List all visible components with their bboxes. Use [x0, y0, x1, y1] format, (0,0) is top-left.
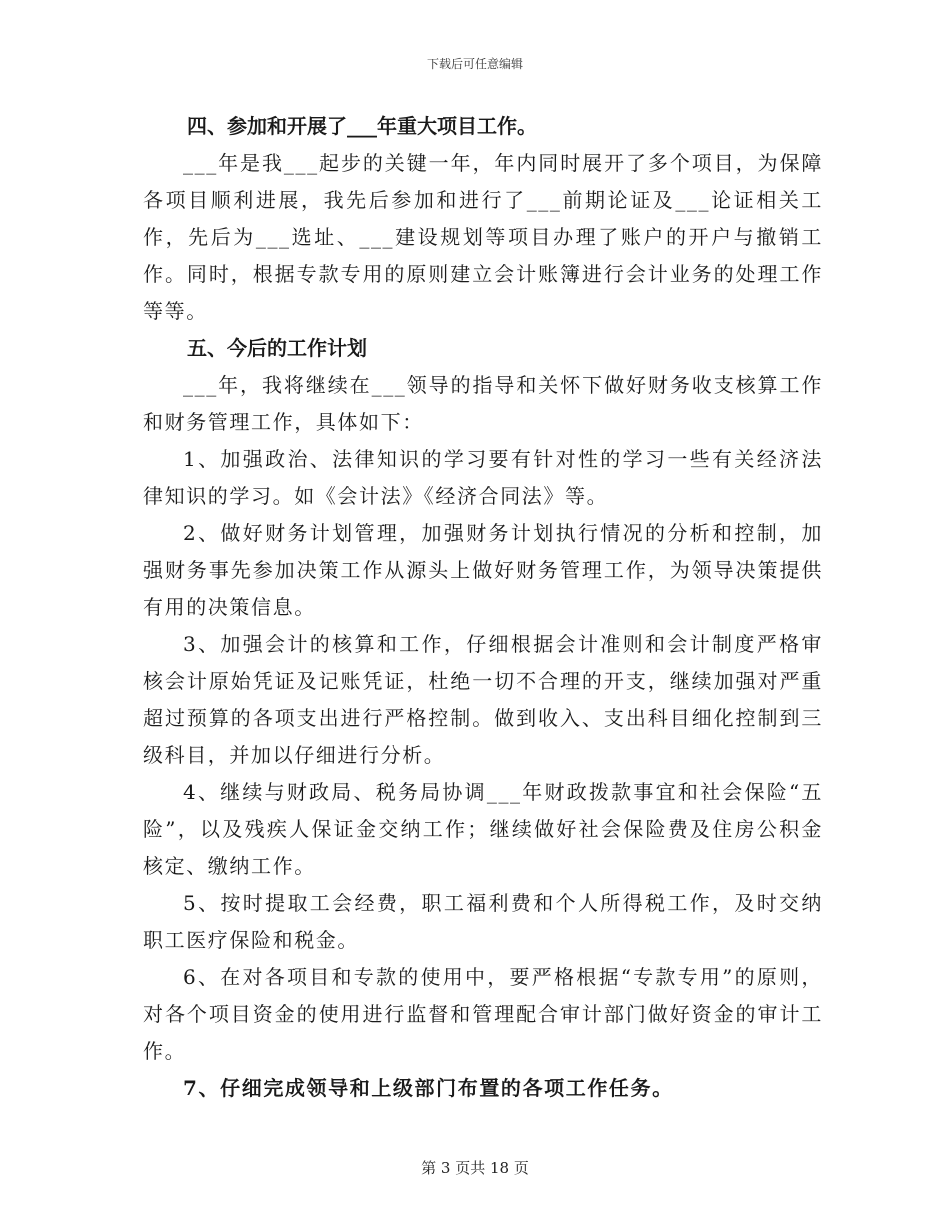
plan-item-4: 4、继续与财政局、税务局协调___年财政拨款事宜和社会保险“五险”，以及残疾人保证金交纳工作；继续做好社会保险费及住房公积金核定、缴纳工作。 [143, 780, 823, 878]
section-5-intro: ___年，我将继续在___领导的指导和关怀下做好财务收支核算工作和财务管理工作，具体如下： [143, 373, 823, 434]
document-body [143, 108, 823, 1107]
plan-item-2: 2、做好财务计划管理，加强财务计划执行情况的分析和控制，加强财务事先参加决策工作从源头上做好财务管理工作，为领导决策提供有用的决策信息。 [143, 521, 823, 619]
plan-item-3: 3、加强会计的核算和工作，仔细根据会计准则和会计制度严格审核会计原始凭证及记账凭证，杜绝一切不合理的开支，继续加强对严重超过预算的各项支出进行严格控制。做到收入、支出科目细化控制到三级科目，并加以仔细进行分析。 [143, 632, 823, 767]
section-4-paragraph: ___年是我___起步的关键一年，年内同时展开了多个项目，为保障各项目顺利进展，我先后参加和进行了___前期论证及___论证相关工作，先后为___选址、___建设规划等项目办理了账户的开户与撤销工作。同时，根据专款专用的原则建立会计账簿进行会计业务的处理工作等等。 [143, 151, 823, 323]
plan-item-1: 1、加强政治、法律知识的学习要有针对性的学习一些有关经济法律知识的学习。如《会计法》《经济合同法》等。 [143, 447, 823, 508]
header-note: 下载后可任意编辑 [426, 57, 523, 71]
plan-item-7: 7、仔细完成领导和上级部门布置的各项工作任务。 [183, 1076, 674, 1100]
page-footer: 第 3 页共 18 页 [421, 1159, 529, 1177]
plan-item-5: 5、按时提取工会经费，职工福利费和个人所得税工作，及时交纳职工医疗保险和税金。 [143, 891, 823, 952]
plan-item-6: 6、在对各项目和专款的使用中，要严格根据“专款专用”的原则，对各个项目资金的使用进行监督和管理配合审计部门做好资金的审计工作。 [143, 965, 823, 1063]
section-4-heading: 四、参加和开展了___年重大项目工作。 [187, 114, 537, 138]
section-5-heading: 五、今后的工作计划 [187, 336, 367, 360]
